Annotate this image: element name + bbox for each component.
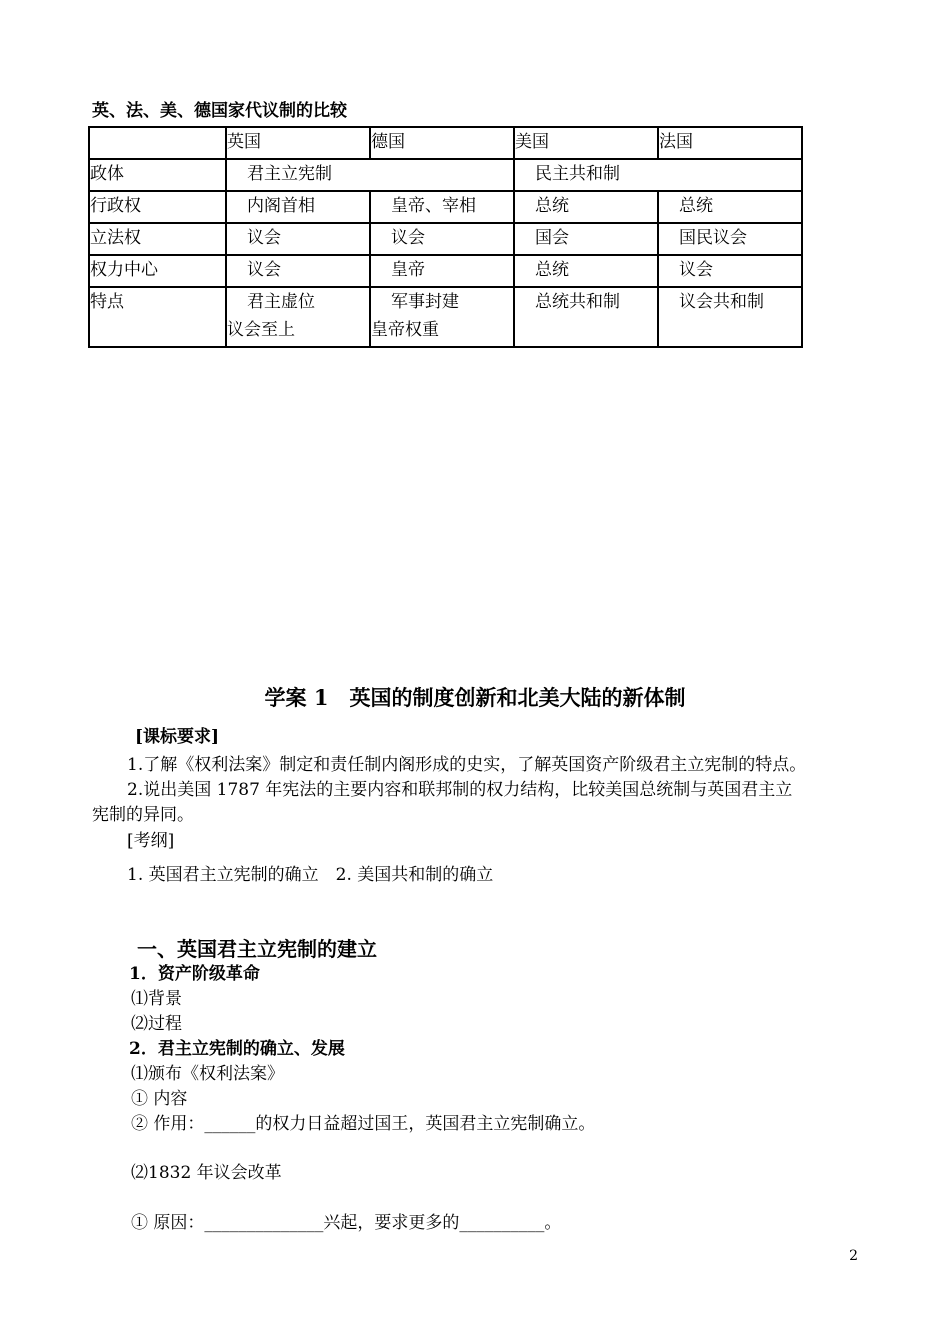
page-number: 2 bbox=[849, 1248, 858, 1264]
cell-text: 国会 bbox=[535, 228, 569, 248]
cell-text: 议会 bbox=[247, 260, 281, 280]
table-cell bbox=[226, 191, 370, 223]
list-item: ⑴背景 bbox=[131, 989, 182, 1009]
cell-text: 议会共和制 bbox=[679, 292, 764, 312]
row-label: 立法权 bbox=[89, 223, 226, 255]
table-cell bbox=[226, 159, 514, 191]
page-title: 学案 1 英国的制度创新和北美大陆的新体制 bbox=[264, 685, 686, 710]
standards-item-2: 2.说出美国 1787 年宪法的主要内容和联邦制的权力结构，比较美国总统制与英国君主立 bbox=[127, 780, 793, 800]
standards-title: [课标要求] bbox=[135, 727, 220, 747]
table-header-row bbox=[89, 127, 802, 159]
list-item: ① 内容 bbox=[131, 1089, 188, 1109]
cell-text: 总统共和制 bbox=[535, 292, 620, 312]
cell-text: 皇帝 bbox=[391, 260, 425, 280]
table-cell bbox=[226, 255, 370, 287]
fill-in-blank: ② 作用：______的权力日益超过国王，英国君主立宪制确立。 bbox=[131, 1114, 596, 1134]
table-row bbox=[89, 255, 802, 287]
table-cell bbox=[514, 191, 658, 223]
table-title: 英、法、美、德国家代议制的比较 bbox=[92, 101, 347, 121]
cell-text: 君主虚位 bbox=[247, 292, 315, 312]
list-item: ⑴颁布《权利法案》 bbox=[131, 1064, 284, 1084]
header-cell-usa: 美国 bbox=[514, 127, 658, 159]
standards-item-2-cont: 宪制的异同。 bbox=[92, 805, 194, 825]
list-item: ⑵过程 bbox=[131, 1014, 182, 1034]
header-cell-empty bbox=[89, 127, 226, 159]
cell-text: 民主共和制 bbox=[535, 164, 620, 184]
cell-text: 议会 bbox=[247, 228, 281, 248]
subsection-heading: 1．资产阶级革命 bbox=[129, 964, 260, 984]
outline-items: 1. 英国君主立宪制的确立 2. 美国共和制的确立 bbox=[127, 865, 494, 885]
header-cell-germany: 德国 bbox=[370, 127, 514, 159]
header-cell-france: 法国 bbox=[658, 127, 802, 159]
table-cell bbox=[658, 191, 802, 223]
table-row bbox=[89, 191, 802, 223]
cell-text: 议会至上 bbox=[227, 320, 295, 340]
table-cell bbox=[658, 287, 802, 347]
table-cell bbox=[226, 223, 370, 255]
cell-text: 国民议会 bbox=[679, 228, 747, 248]
table-cell bbox=[514, 223, 658, 255]
fill-in-blank: ① 原因：______________兴起，要求更多的__________。 bbox=[131, 1213, 562, 1233]
cell-text: 内阁首相 bbox=[247, 196, 315, 216]
cell-text: 总统 bbox=[535, 260, 569, 280]
subsection-heading: 2．君主立宪制的确立、发展 bbox=[129, 1039, 345, 1059]
cell-text: 议会 bbox=[391, 228, 425, 248]
table-cell bbox=[514, 287, 658, 347]
table-cell bbox=[370, 223, 514, 255]
cell-text: 总统 bbox=[535, 196, 569, 216]
table-cell bbox=[226, 287, 370, 347]
table-row bbox=[89, 223, 802, 255]
table-cell bbox=[370, 191, 514, 223]
header-cell-britain: 英国 bbox=[226, 127, 370, 159]
comparison-table bbox=[88, 126, 803, 348]
table-row bbox=[89, 287, 802, 347]
table-cell bbox=[658, 223, 802, 255]
row-label: 特点 bbox=[89, 287, 226, 347]
section-heading: 一、英国君主立宪制的建立 bbox=[137, 937, 377, 961]
table-cell bbox=[370, 255, 514, 287]
cell-text: 皇帝权重 bbox=[371, 320, 439, 340]
row-label: 行政权 bbox=[89, 191, 226, 223]
list-item: ⑵1832 年议会改革 bbox=[131, 1163, 282, 1183]
table-cell bbox=[514, 255, 658, 287]
cell-text: 皇帝、宰相 bbox=[391, 196, 476, 216]
cell-text: 总统 bbox=[679, 196, 713, 216]
table-cell bbox=[658, 255, 802, 287]
cell-text: 军事封建 bbox=[391, 292, 459, 312]
table-cell bbox=[514, 159, 802, 191]
table-cell bbox=[370, 287, 514, 347]
row-label: 政体 bbox=[89, 159, 226, 191]
cell-text: 议会 bbox=[679, 260, 713, 280]
cell-text: 君主立宪制 bbox=[247, 164, 332, 184]
outline-title: [考纲] bbox=[127, 831, 175, 851]
row-label: 权力中心 bbox=[89, 255, 226, 287]
table-row bbox=[89, 159, 802, 191]
standards-item-1: 1.了解《权利法案》制定和责任制内阁形成的史实，了解英国资产阶级君主立宪制的特点。 bbox=[127, 755, 807, 775]
